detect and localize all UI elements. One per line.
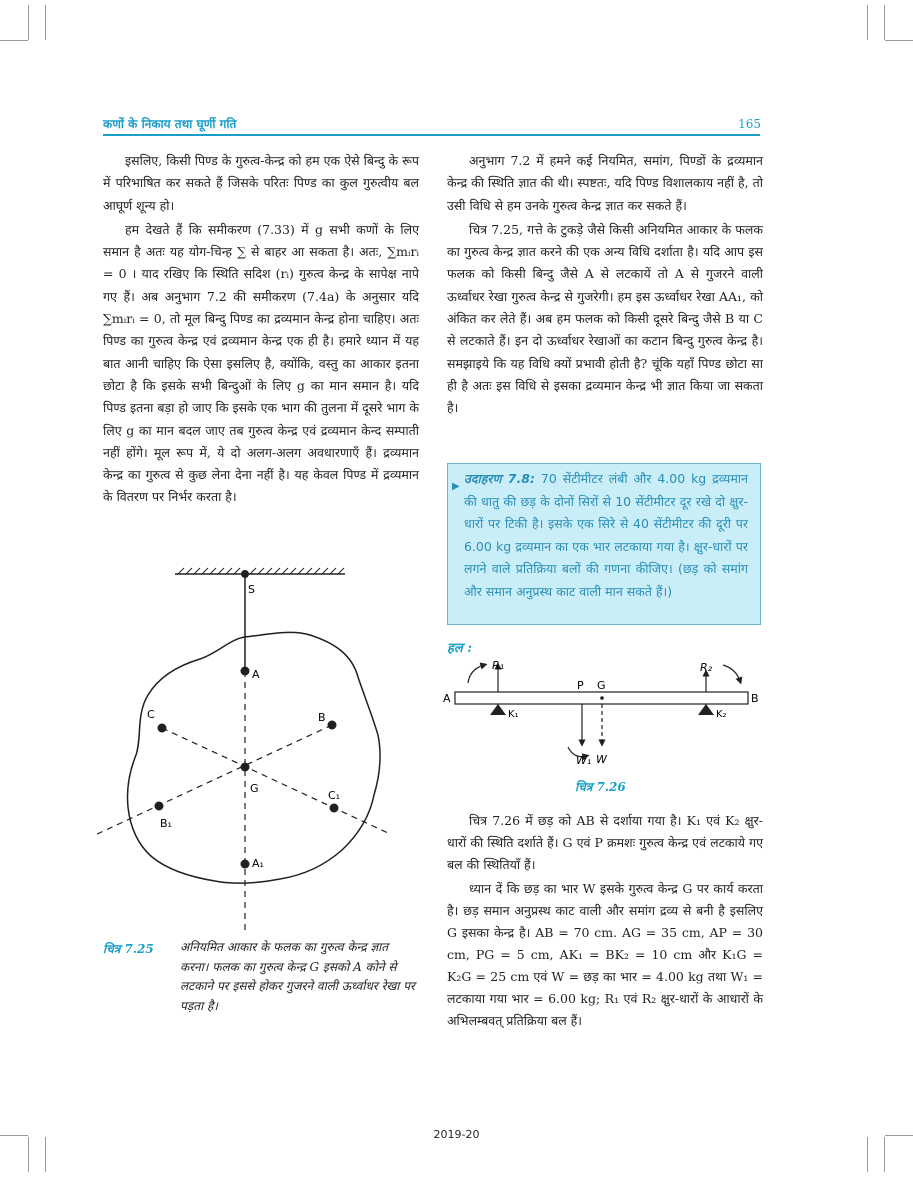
label-g: G — [250, 782, 259, 795]
label-w1: W₁ — [576, 754, 592, 767]
point-c — [158, 724, 167, 733]
figure-7-26 — [440, 655, 770, 775]
footer-year: 2019-20 — [433, 1128, 480, 1141]
point-a — [241, 667, 250, 676]
label-g: G — [597, 679, 606, 692]
point-g — [241, 763, 250, 772]
figure-7-25-caption-label: चित्र 7.25 — [103, 942, 154, 956]
knife-edge-k2 — [698, 704, 714, 715]
crop-mark — [28, 1137, 29, 1172]
example-text: 70 सेंटीमीटर लंबी और 4.00 kg द्रव्यमान की धातु की छड़ के दोनों सिरों से 10 सेंटीमीटर दूर रखे दो क्षुर-धारों पर टिकी है। इसके एक सिरे से 40 सेंटीमीटर की दूरी पर 6.00 kg द्रव्यमान का एक भार लटकाया गया है। क्षुर-धारों पर लगने वाले प्रतिक्रिया बलों की गणना कीजिए। (छड़ को समांग और समान अनुप्रस्थ काट वाली मान सकते हैं।) — [464, 471, 748, 599]
page-number: 165 — [738, 117, 761, 131]
point-a1 — [241, 860, 250, 869]
figure-7-26-caption: चित्र 7.26 — [575, 780, 626, 794]
crop-mark — [867, 1137, 868, 1172]
point-c1 — [330, 804, 339, 813]
example-label: उदाहरण 7.8: — [464, 471, 535, 486]
point-b1 — [155, 802, 164, 811]
knife-edge-k1 — [490, 704, 506, 715]
label-a: A — [443, 692, 451, 705]
header-rule — [103, 134, 760, 136]
label-c: C — [147, 708, 155, 721]
point-b — [328, 721, 337, 730]
rotation-arrow-right — [723, 665, 740, 681]
paragraph: अनुभाग 7.2 में हमने कई नियमित, समांग, पिण्डों के द्रव्यमान केन्द्र की स्थिति ज्ञात की थी। स्पष्टतः, यदि पिण्ड विशालकाय नहीं है, तो उसी विधि से हम उनके गुरुत्व केन्द्र ज्ञात कर सकते हैं। — [447, 153, 763, 213]
right-column — [447, 150, 763, 422]
label-b: B — [318, 711, 326, 724]
crop-mark — [884, 1137, 885, 1172]
crop-mark — [45, 1137, 46, 1172]
ceiling-hatch — [178, 568, 344, 574]
label-k1: K₁ — [508, 709, 519, 720]
label-p: P — [577, 679, 584, 692]
paragraph: ध्यान दें कि छड़ का भार W इसके गुरुत्व केन्द्र G पर कार्य करता है। छड़ समान अनुप्रस्थ काट वाली और समांग द्रव्य से बनी है इसलिए G इसका केन्द्र है। AB = 70 cm. AG = 35 cm, AP = 30 cm, PG = 5 cm, AK₁ = BK₂ = 10 cm और K₁G = K₂G = 25 cm एवं W = छड़ का भार = 4.00 kg तथा W₁ = लटकाया गया भार = 6.00 kg; R₁ एवं R₂ क्षुर-धारों के आधारों के अभिलम्बवत् प्रतिक्रिया बल हैं। — [447, 881, 763, 1028]
label-w: W — [596, 753, 607, 766]
solution-text — [447, 810, 763, 1034]
point-g — [600, 696, 604, 700]
label-k2: K₂ — [716, 709, 727, 720]
crop-mark — [885, 40, 913, 41]
figure-7-25-caption: अनियमित आकार के फलक का गुरुत्व केन्द्र ज्ञात करना। फलक का गुरुत्व केन्द्र G इसको A कोने से लटकाने पर इससे होकर गुजरने वाली ऊर्ध्वाधर रेखा पर पड़ता है। — [180, 940, 415, 1013]
label-r2: R₂ — [700, 661, 713, 674]
solution-label: हल : — [447, 641, 473, 656]
label-b1: B₁ — [160, 817, 172, 830]
triangle-marker-icon: ▶ — [452, 481, 460, 492]
label-c1: C₁ — [328, 789, 341, 802]
crop-mark — [0, 40, 28, 41]
crop-mark — [867, 5, 868, 40]
crop-mark — [45, 5, 46, 40]
crop-mark — [28, 5, 29, 40]
chapter-title: कणों के निकाय तथा घूर्णी गति — [103, 117, 237, 131]
line-b — [95, 725, 332, 835]
paragraph: हम देखते हैं कि समीकरण (7.33) में g सभी कणों के लिए समान है अतः यह योग-चिन्ह ∑ से बाहर आ सकता है। अतः, ∑mᵢrᵢ = 0 । याद रखिए कि स्थिति सदिश (rᵢ) गुरुत्व केन्द्र के सापेक्ष नापे गए हैं। अब अनुभाग 7.2 की समीकरण (7.4a) के अनुसार यदि ∑mᵢrᵢ = 0, तो मूल बिन्दु पिण्ड का द्रव्यमान केन्द्र होना चाहिए। अतः पिण्ड का गुरुत्व केन्द्र एवं द्रव्यमान केन्द्र एक ही है। हमारे ध्यान में यह बात आनी चाहिए कि ऐसा इसलिए है, क्योंकि, वस्तु का आकार इतना छोटा है कि इसके सभी बिन्दुओं के लिए g का मान समान है। यदि पिण्ड इतना बड़ा हो जाए कि इसके एक भाग की तुलना में दूसरे भाग के लिए g का मान बदल जाए तब गुरुत्व केन्द्र एवं द्रव्यमान केन्द सम्पाती नहीं होंगे। मूल रूप में, ये दो अलग-अलग अवधारणाएँ हैं। द्रव्यमान केन्द्र का गुरुत्व से कुछ लेना देना नहीं है। यह केवल पिण्ड में द्रव्यमान के वितरण पर निर्भर करता है। — [103, 221, 419, 505]
crop-mark — [884, 5, 885, 40]
label-s: S — [248, 583, 255, 596]
line-c — [162, 728, 388, 833]
paragraph: चित्र 7.26 में छड़ को AB से दर्शाया गया है। K₁ एवं K₂ क्षुर-धारों की स्थिति दर्शाते हैं। G एवं P क्रमशः गुरुत्व केन्द्र एवं लटकाये गए बल की स्थितियाँ हैं। — [447, 813, 763, 872]
paragraph: चित्र 7.25, गत्ते के टुकड़े जैसे किसी अनियमित आकार के फलक का गुरुत्व केन्द्र ज्ञात करने की एक अन्य विधि दर्शाता है। यदि आप इस फलक को किसी बिन्दु जैसे A से लटकायें तो A से गुजरने वाली ऊर्ध्वाधर रेखा गुरुत्व केन्द्र से गुजरेगी। हम इस ऊर्ध्वाधर रेखा AA₁, को अंकित कर लेते हैं। अब हम फलक को किसी दूसरे बिन्दु जैसे B या C से लटकाते हैं। इन दो ऊर्ध्वाधर रेखाओं का कटान बिन्दु गुरुत्व केन्द्र है। समझाइये कि यह विधि क्यों प्रभावी होती है? चूंकि यहाँ पिण्ड छोटा सा ही है अतः इस विधि से इसका द्रव्यमान केन्द्र भी ज्ञात किया जा सकता है। — [447, 221, 763, 416]
rotation-arrow-left — [468, 665, 484, 683]
label-a1: A₁ — [252, 857, 264, 870]
example-box — [447, 463, 761, 625]
left-column — [103, 150, 419, 511]
label-r1: R₁ — [492, 659, 505, 672]
label-a: A — [252, 668, 260, 681]
figure-7-25 — [90, 565, 410, 935]
paragraph: इसलिए, किसी पिण्ड के गुरुत्व-केन्द्र को हम एक ऐसे बिन्दु के रूप में परिभाषित कर सकते हैं जिसके परितः पिण्ड का कुल गुरुत्वीय बल आघूर्ण शून्य हो। — [103, 153, 419, 213]
label-b: B — [751, 692, 759, 705]
